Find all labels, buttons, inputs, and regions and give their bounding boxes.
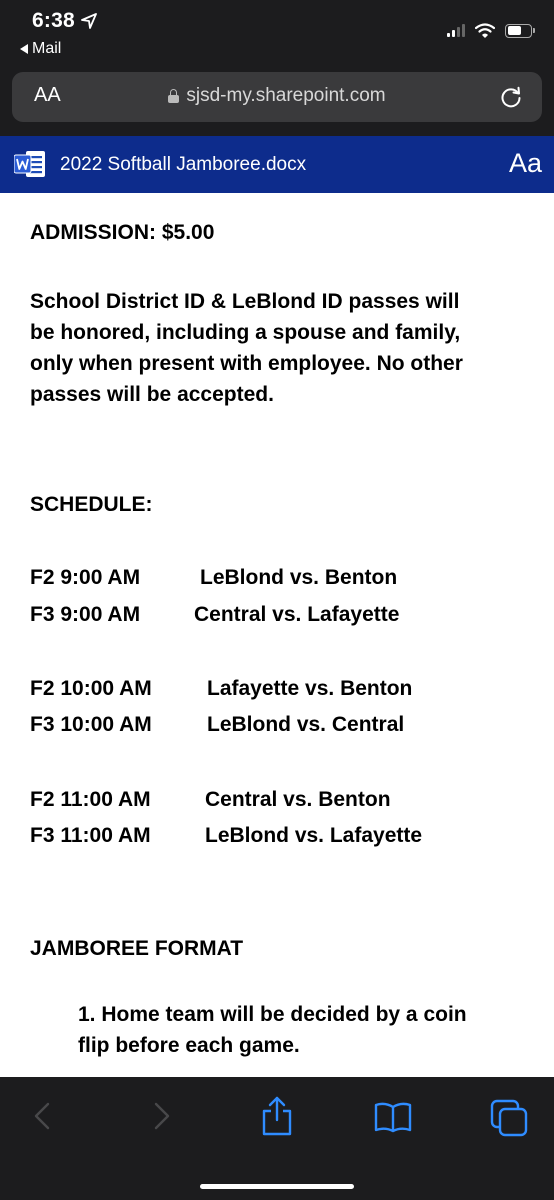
word-header-bar (0, 136, 554, 193)
cellular-signal-icon (447, 24, 465, 37)
format-heading: JAMBOREE FORMAT (30, 937, 244, 960)
url-text: sjsd-my.sharepoint.com (186, 85, 386, 106)
schedule-slot: F3 9:00 AM (30, 603, 141, 626)
status-time (32, 9, 97, 33)
format-item-line-1: 1. Home team will be decided by a coin (78, 1003, 467, 1026)
back-to-mail-label: Mail (32, 40, 62, 57)
text-format-button[interactable]: Aa (508, 148, 542, 178)
schedule-row (30, 603, 400, 627)
schedule-slot: F2 10:00 AM (30, 677, 152, 700)
browser-chrome (0, 0, 554, 136)
back-chevron-icon[interactable] (26, 1099, 60, 1133)
schedule-heading: SCHEDULE: (30, 493, 153, 516)
schedule-slot: F2 9:00 AM (30, 566, 141, 589)
schedule-slot: F2 11:00 AM (30, 788, 151, 811)
forward-chevron-icon[interactable] (144, 1099, 178, 1133)
schedule-slot: F3 11:00 AM (30, 824, 151, 847)
schedule-match: LeBlond vs. Benton (200, 566, 398, 589)
wifi-icon (475, 23, 495, 38)
back-to-mail-link[interactable] (20, 40, 61, 58)
battery-icon (505, 24, 532, 38)
passes-line-2: be honored, including a spouse and family, (30, 321, 461, 344)
lock-icon (168, 89, 179, 103)
word-logo-icon[interactable] (14, 150, 46, 178)
schedule-slot: F3 10:00 AM (30, 713, 152, 736)
document-title: 2022 Softball Jamboree.docx (60, 154, 307, 175)
bookmarks-icon[interactable] (374, 1101, 412, 1133)
reader-options-button[interactable]: AA (34, 84, 61, 106)
schedule-row (30, 677, 413, 701)
back-triangle-icon (20, 44, 28, 54)
status-time-text: 6:38 (32, 9, 75, 32)
schedule-row (30, 566, 398, 590)
location-arrow-icon (81, 13, 97, 29)
passes-line-4: passes will be accepted. (30, 383, 274, 406)
schedule-row (30, 713, 405, 737)
browser-toolbar (0, 1077, 554, 1200)
admission-line: ADMISSION: $5.00 (30, 221, 215, 244)
schedule-match: Central vs. Lafayette (194, 603, 400, 626)
tabs-icon[interactable] (490, 1099, 528, 1137)
schedule-match: LeBlond vs. Central (207, 713, 405, 736)
document-body (0, 193, 554, 1077)
schedule-row (30, 788, 391, 812)
home-indicator (200, 1184, 354, 1189)
url-display[interactable] (12, 85, 542, 107)
passes-line-1: School District ID & LeBlond ID passes will (30, 290, 460, 313)
format-item-line-2: flip before each game. (78, 1034, 300, 1057)
status-indicators (447, 23, 532, 38)
schedule-match: Lafayette vs. Benton (207, 677, 413, 700)
address-bar[interactable] (12, 72, 542, 122)
schedule-match: LeBlond vs. Lafayette (205, 824, 423, 847)
share-icon[interactable] (259, 1095, 295, 1137)
schedule-match: Central vs. Benton (205, 788, 391, 811)
reload-icon[interactable] (498, 84, 524, 110)
passes-line-3: only when present with employee. No other (30, 352, 463, 375)
schedule-row (30, 824, 423, 848)
